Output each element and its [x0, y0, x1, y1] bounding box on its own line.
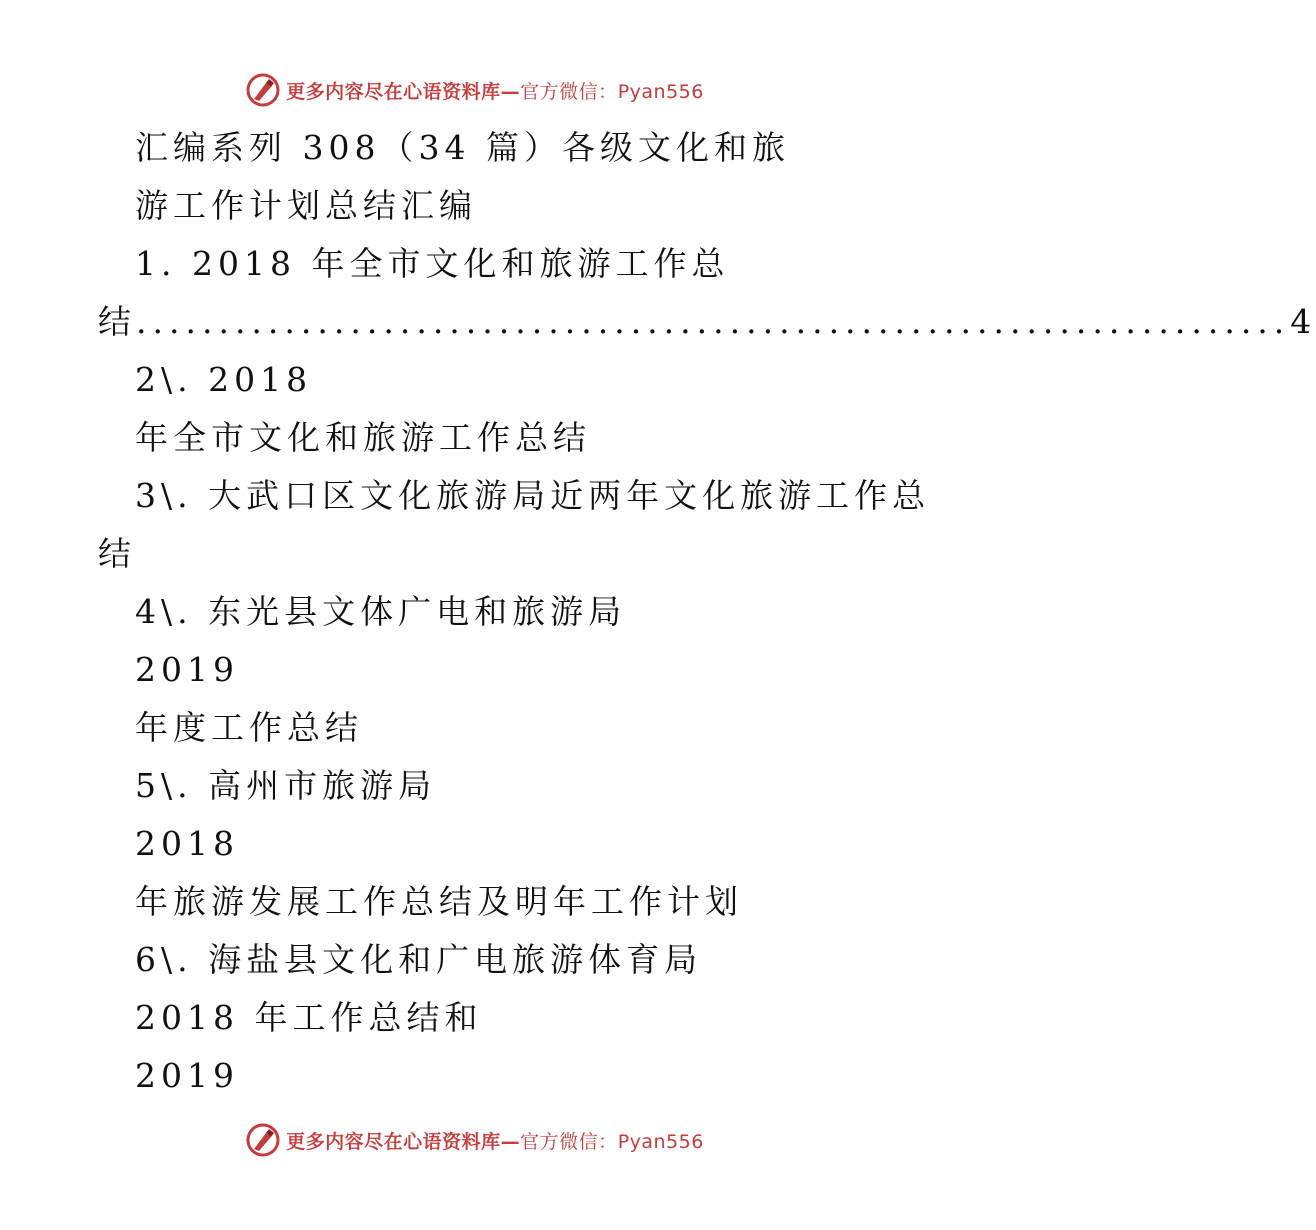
- toc-item-1-line-1: 1. 2018 年全市文化和旅游工作总: [135, 244, 730, 283]
- toc-item-2-line-2: 年全市文化和旅游工作总结: [135, 418, 591, 457]
- toc-item-4-line-1: 4\. 东光县文体广电和旅游局: [135, 592, 627, 631]
- watermark-text: 更多内容尽在心语资料库—官方微信：Pyan556: [286, 1130, 704, 1153]
- toc-item-6-line-3: 2019: [135, 1056, 239, 1095]
- toc-item-6-line-1: 6\. 海盐县文化和广电旅游体育局: [135, 940, 703, 979]
- toc-item-3-line-2: 结: [98, 534, 136, 573]
- watermark-banner-bottom: [0, 1120, 950, 1160]
- watermark-text: 更多内容尽在心语资料库—官方微信：Pyan556: [286, 80, 704, 103]
- toc-item-4-line-2: 2019: [135, 650, 239, 689]
- toc-item-1-line-2: 结: [98, 302, 136, 341]
- toc-item-4-line-3: 年度工作总结: [135, 708, 363, 747]
- toc-item-1-entry: [98, 302, 1316, 342]
- pen-logo-icon: [246, 73, 280, 107]
- toc-item-5-line-1: 5\. 高州市旅游局: [135, 766, 437, 805]
- watermark-banner-top: [0, 70, 950, 110]
- toc-leader-dots: ......................................................................: [136, 302, 1291, 341]
- toc-item-6-line-2: 2018 年工作总结和: [135, 998, 483, 1037]
- document-title-line-2: 游工作计划总结汇编: [135, 186, 477, 225]
- pen-logo-icon: [246, 1123, 280, 1157]
- toc-item-3-line-1: 3\. 大武口区文化旅游局近两年文化旅游工作总: [135, 476, 931, 515]
- toc-item-2-line-1: 2\. 2018: [135, 360, 313, 399]
- toc-item-5-line-2: 2018: [135, 824, 239, 863]
- toc-item-5-line-3: 年旅游发展工作总结及明年工作计划: [135, 882, 743, 921]
- document-title-line-1: 汇编系列 308（34 篇）各级文化和旅: [135, 128, 790, 167]
- toc-item-1-page: 4: [1290, 302, 1316, 341]
